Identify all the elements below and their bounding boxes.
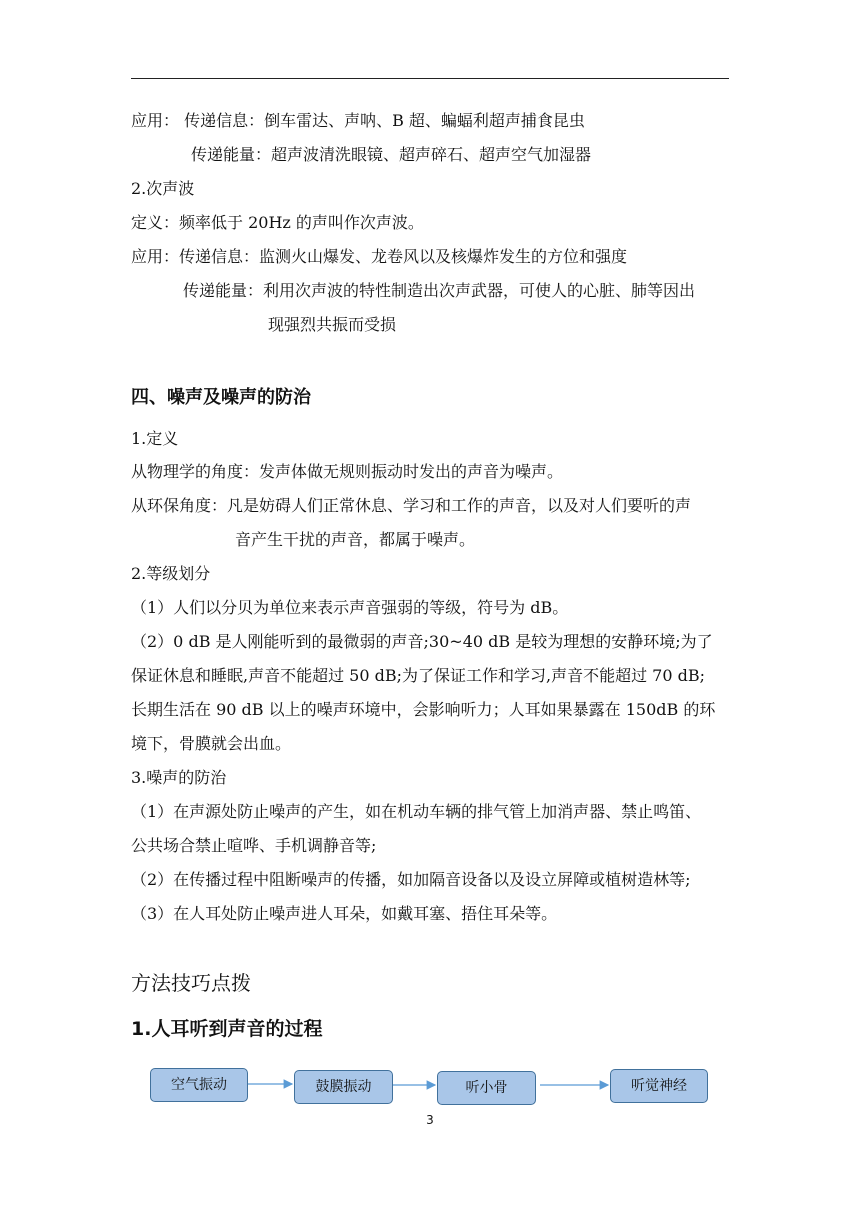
flow-box-air-vibration: 空气振动	[150, 1068, 248, 1102]
text-line: 音产生干扰的声音，都属于噪声。	[235, 530, 476, 549]
text-line: 3.噪声的防治	[131, 768, 227, 787]
text-line: （1）人们以分贝为单位来表示声音强弱的等级，符号为 dB。	[131, 598, 569, 617]
text-line: （2）0 dB 是人刚能听到的最微弱的声音;30~40 dB 是较为理想的安静环境;为了	[131, 632, 713, 651]
text-line: 2.等级划分	[131, 564, 211, 583]
text-line: 1.定义	[131, 429, 179, 448]
text-line: 定义：频率低于 20Hz 的声叫作次声波。	[131, 213, 424, 232]
text-line: （2）在传播过程中阻断噪声的传播，如加隔音设备以及设立屏障或植树造林等;	[131, 870, 691, 889]
text-line: 从环保角度：凡是妨碍人们正常休息、学习和工作的声音，以及对人们要听的声	[131, 496, 692, 515]
flow-box-ossicles: 听小骨	[437, 1071, 536, 1105]
page-number: 3	[426, 1113, 434, 1127]
section-heading: 四、噪声及噪声的防治	[131, 387, 311, 408]
text-line: （3）在人耳处防止噪声进人耳朵，如戴耳塞、捂住耳朵等。	[131, 904, 558, 923]
text-line: 现强烈共振而受损	[268, 315, 397, 334]
text-line: 公共场合禁止喧哗、手机调静音等;	[131, 836, 377, 855]
text-line: （1）在声源处防止噪声的产生，如在机动车辆的排气管上加消声器、禁止鸣笛、	[131, 802, 702, 821]
text-line: 境下，骨膜就会出血。	[131, 734, 292, 753]
text-line: 应用：传递信息：监测火山爆发、龙卷风以及核爆炸发生的方位和强度	[131, 247, 628, 266]
flow-box-auditory-nerve: 听觉神经	[610, 1069, 708, 1103]
text-line: 长期生活在 90 dB 以上的噪声环境中，会影响听力；人耳如果暴露在 150dB 的环	[131, 700, 716, 719]
flow-box-eardrum-vibration: 鼓膜振动	[294, 1070, 393, 1104]
subsection-title: 1.人耳听到声音的过程	[131, 1018, 323, 1040]
section-title: 方法技巧点拨	[131, 971, 251, 995]
text-line: 传递能量：利用次声波的特性制造出次声武器，可使人的心脏、肺等因出	[183, 281, 696, 300]
text-line: 保证休息和睡眠,声音不能超过 50 dB;为了保证工作和学习,声音不能超过 70 dB;	[131, 666, 706, 685]
text-line: 应用： 传递信息：倒车雷达、声呐、B 超、蝙蝠利超声捕食昆虫	[131, 111, 585, 130]
text-line: 传递能量：超声波清洗眼镜、超声碎石、超声空气加湿器	[191, 145, 592, 164]
text-line: 2.次声波	[131, 179, 195, 198]
text-line: 从物理学的角度：发声体做无规则振动时发出的声音为噪声。	[131, 462, 564, 481]
